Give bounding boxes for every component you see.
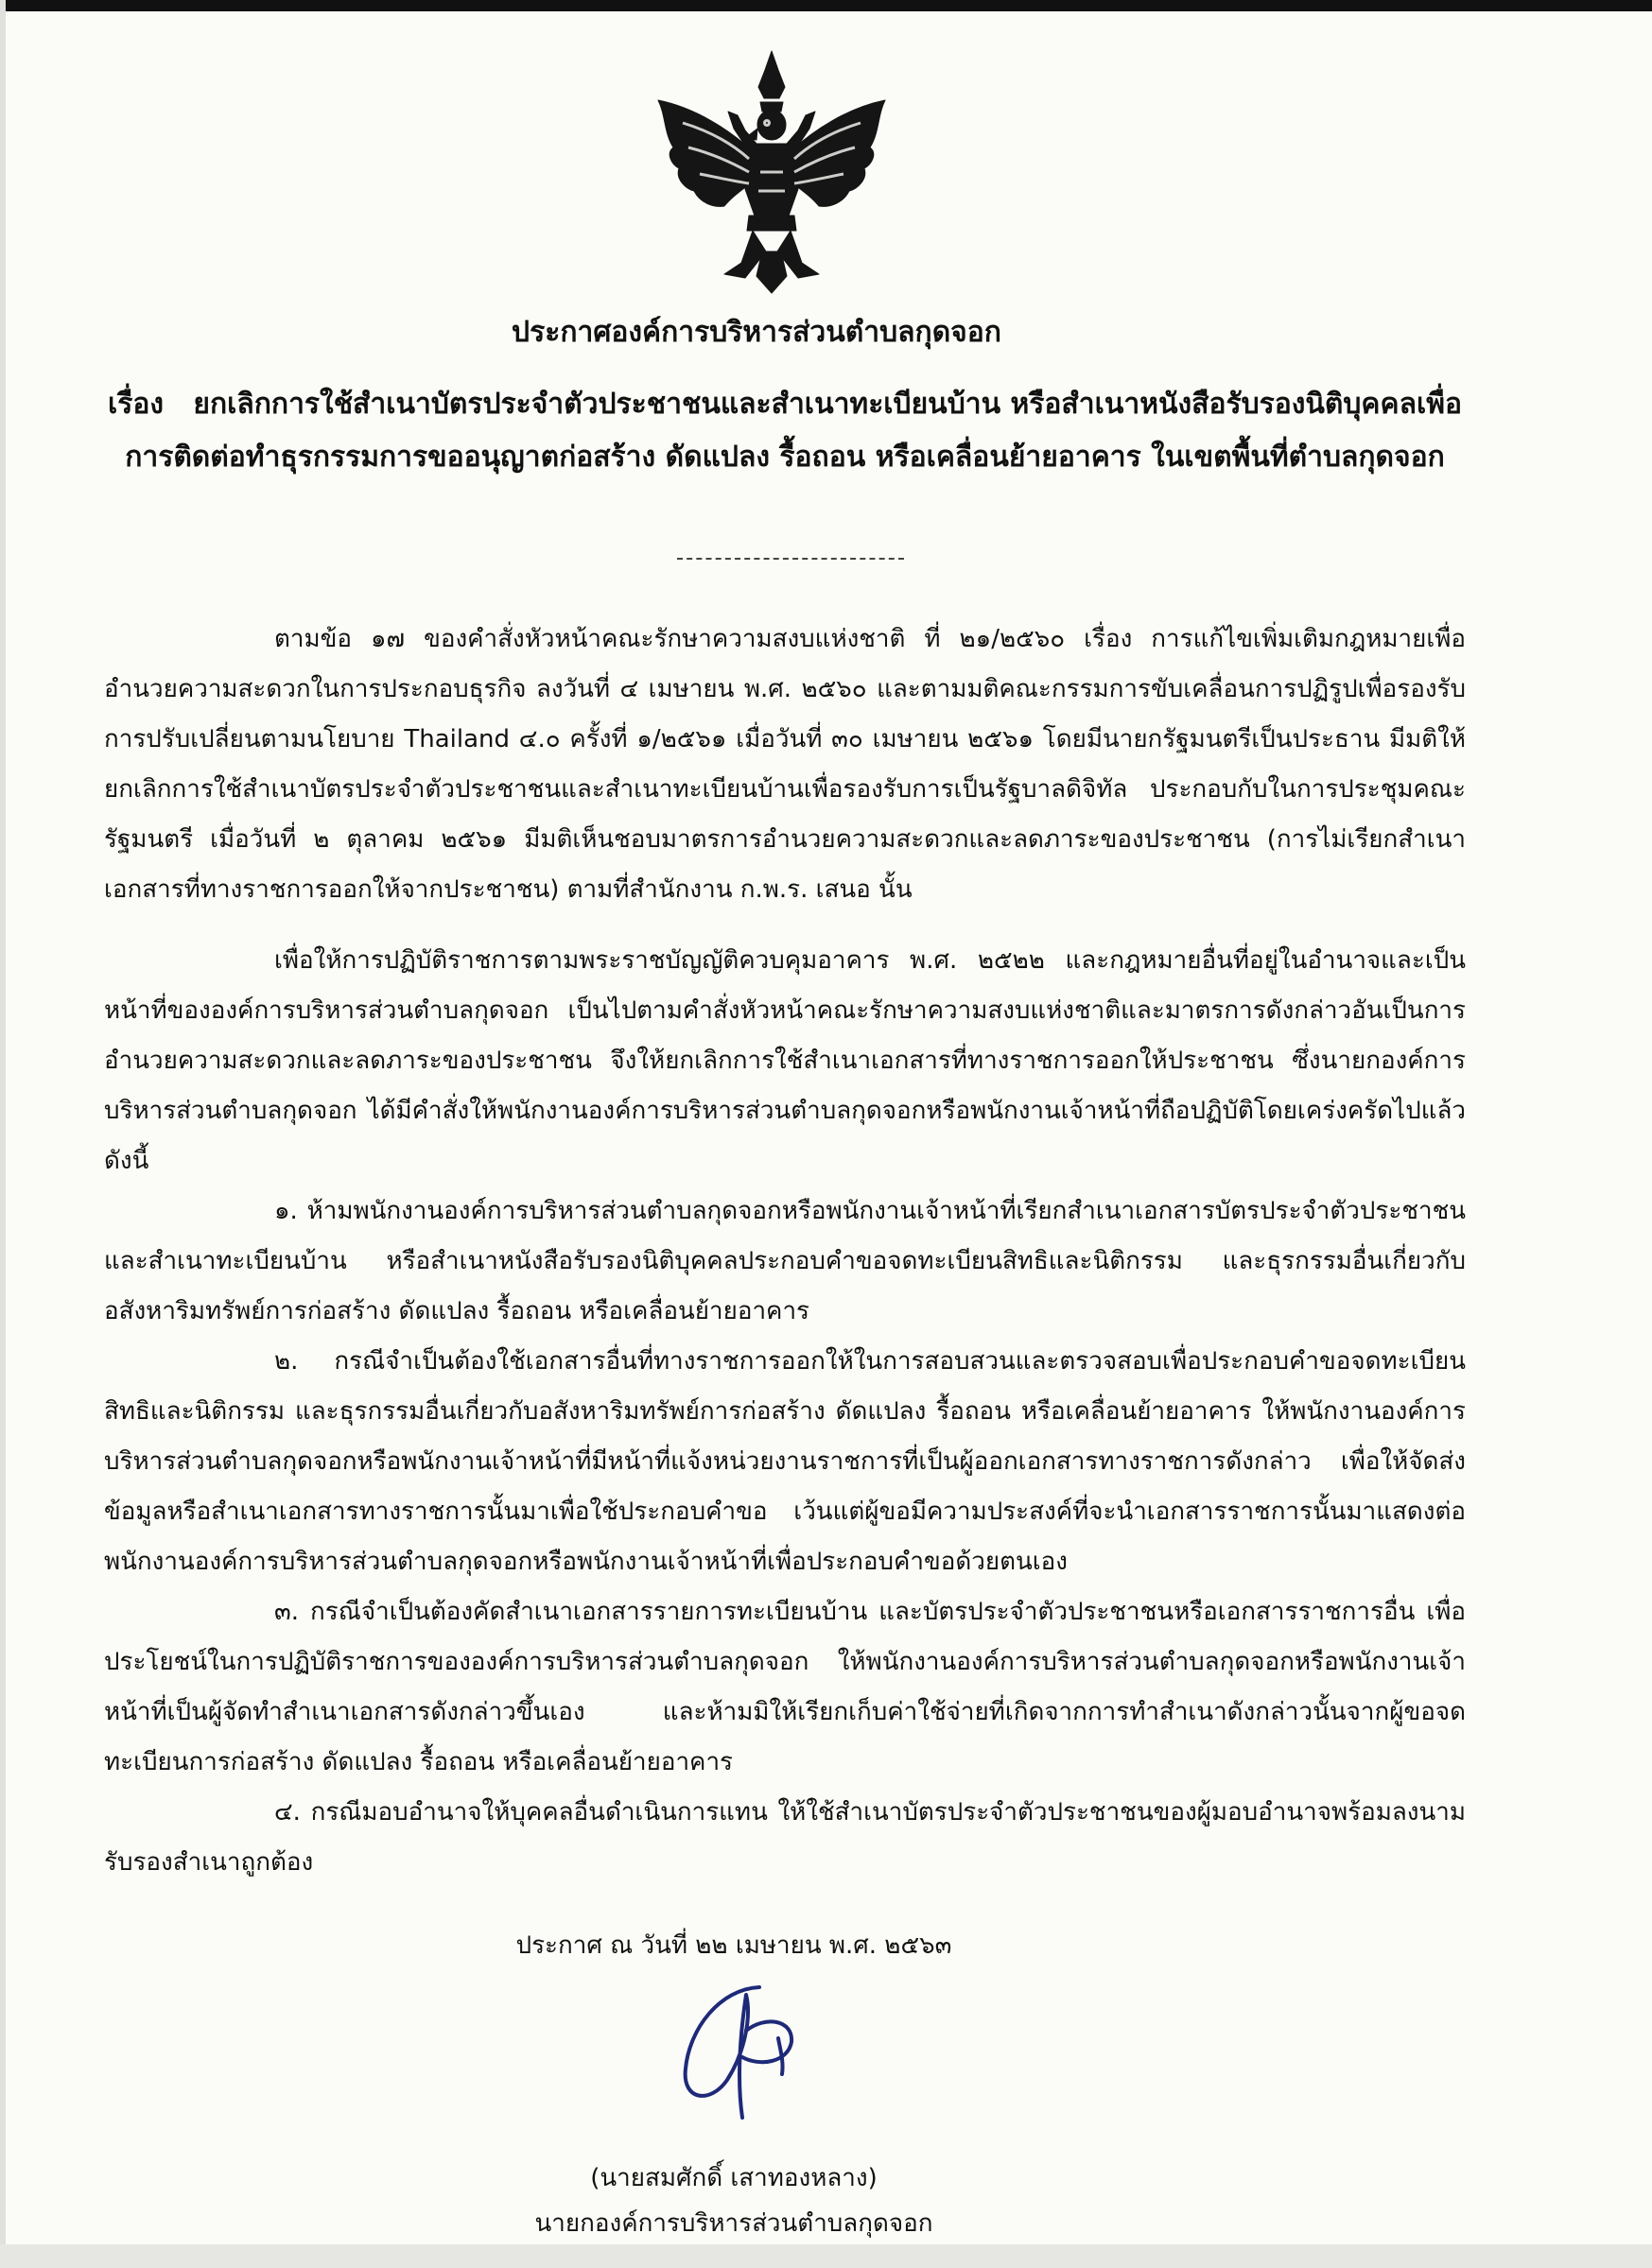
paragraph-item-3: ๓. กรณีจำเป็นต้องคัดสำเนาเอกสารรายการทะเบียนบ้าน และบัตรประจำตัวประชาชนหรือเอกสารราชการอื่น เพื่อประโยชน์ในการปฏิบัติราชการขององค์การบริหารส่วนตำบลกุดจอก ให้พนักงานองค์การบริหารส่วนตำบลกุดจอกหรือพนักงานเจ้าหน้าที่เป็นผู้จัดทำสำเนาเอกสารดังกล่าวขึ้นเอง และห้ามมิให้เรียกเก็บค่าใช้จ่ายที่เกิดจากการทำสำเนาดังกล่าวนั้นจากผู้ขอจดทะเบียนการก่อสร้าง ดัดแปลง รื้อถอน หรือเคลื่อนย้ายอาคาร	[104, 1598, 1466, 1776]
scan-top-edge	[0, 0, 1652, 11]
paragraph-purpose: เพื่อให้การปฏิบัติราชการตามพระราชบัญญัติควบคุมอาคาร พ.ศ. ๒๕๒๒ และกฎหมายอื่นที่อยู่ในอำนาจและเป็นหน้าที่ขององค์การบริหารส่วนตำบลกุดจอก เป็นไปตามคำสั่งหัวหน้าคณะรักษาความสงบแห่งชาติและมาตรการดังกล่าวอันเป็นการอำนวยความสะดวกและลดภาระของประชาชน จึงให้ยกเลิกการใช้สำเนาเอกสารที่ทางราชการออกให้ประชาชน ซึ่งนายกองค์การบริหารส่วนตำบลกุดจอก ได้มีคำสั่งให้พนักงานองค์การบริหารส่วนตำบลกุดจอกหรือพนักงานเจ้าหน้าที่ถือปฏิบัติโดยเคร่งครัดไปแล้ว ดังนี้	[104, 946, 1466, 1175]
paragraph-item-1: ๑. ห้ามพนักงานองค์การบริหารส่วนตำบลกุดจอกหรือพนักงานเจ้าหน้าที่เรียกสำเนาเอกสารบัตรประจำตัวประชาชนและสำเนาทะเบียนบ้าน หรือสำเนาหนังสือรับรองนิติบุคคลประกอบคำขอจดทะเบียนสิทธิและนิติกรรม และธุรกรรมอื่นเกี่ยวกับอสังหาริมทรัพย์การก่อสร้าง ดัดแปลง รื้อถอน หรือเคลื่อนย้ายอาคาร	[104, 1197, 1466, 1325]
subject-heading	[104, 378, 1466, 484]
paragraph-item-4: ๔. กรณีมอบอำนาจให้บุคคลอื่นดำเนินการแทน ให้ใช้สำเนาบัตรประจำตัวประชาชนของผู้มอบอำนาจพร้อมลงนามรับรองสำเนาถูกต้อง	[104, 1798, 1466, 1877]
handwritten-signature	[653, 1976, 814, 2127]
signer-name: (นายสมศักดิ์ เสาทองหลาง)	[590, 2164, 878, 2192]
announcement-date: ประกาศ ณ วันที่ ๒๒ เมษายน พ.ศ. ๒๕๖๓	[515, 1931, 952, 1960]
scan-bottom-edge	[0, 2244, 1652, 2268]
scan-left-edge	[0, 0, 6, 2268]
signer-title: นายกองค์การบริหารส่วนตำบลกุดจอก	[534, 2209, 933, 2238]
page-title: ประกาศองค์การบริหารส่วนตำบลกุดจอก	[512, 316, 1001, 349]
paragraph-background: ตามข้อ ๑๗ ของคำสั่งหัวหน้าคณะรักษาความสงบแห่งชาติ ที่ ๒๑/๒๕๖๐ เรื่อง การแก้ไขเพิ่มเติมกฎหมายเพื่ออำนวยความสะดวกในการประกอบธุรกิจ ลงวันที่ ๔ เมษายน พ.ศ. ๒๕๖๐ และตามมติคณะกรรมการขับเคลื่อนการปฏิรูปเพื่อรองรับการปรับเปลี่ยนตามนโยบาย Thailand ๔.๐ ครั้งที่ ๑/๒๕๖๑ เมื่อวันที่ ๓๐ เมษายน ๒๕๖๑ โดยมีนายกรัฐมนตรีเป็นประธาน มีมติให้ยกเลิกการใช้สำเนาบัตรประจำตัวประชาชนและสำเนาทะเบียนบ้านเพื่อรองรับการเป็นรัฐบาลดิจิทัล ประกอบกับในการประชุมคณะรัฐมนตรี เมื่อวันที่ ๒ ตุลาคม ๒๕๖๑ มีมติเห็นชอบมาตรการอำนวยความสะดวกและลดภาระของประชาชน (การไม่เรียกสำเนาเอกสารที่ทางราชการออกให้จากประชาชน) ตามที่สำนักงาน ก.พ.ร. เสนอ นั้น	[104, 625, 1466, 904]
subject-label: เรื่อง	[107, 388, 165, 421]
subject-text: ยกเลิกการใช้สำเนาบัตรประจำตัวประชาชนและสำเนาทะเบียนบ้าน หรือสำเนาหนังสือรับรองนิติบุคคลเพื่อการติดต่อทำธุรกรรมการขออนุญาตก่อสร้าง ดัดแปลง รื้อถอน หรือเคลื่อนย้ายอาคาร ในเขตพื้นที่ตำบลกุดจอก	[125, 388, 1462, 474]
header-divider	[677, 558, 904, 560]
announcement-body	[104, 615, 1466, 1888]
signature-block	[450, 1929, 1017, 2246]
garuda-emblem-icon	[654, 49, 889, 297]
paragraph-item-2: ๒. กรณีจำเป็นต้องใช้เอกสารอื่นที่ทางราชการออกให้ในการสอบสวนและตรวจสอบเพื่อประกอบคำขอจดทะเบียนสิทธิและนิติกรรม และธุรกรรมอื่นเกี่ยวกับอสังหาริมทรัพย์การก่อสร้าง ดัดแปลง รื้อถอน หรือเคลื่อนย้ายอาคาร ให้พนักงานองค์การบริหารส่วนตำบลกุดจอกหรือพนักงานเจ้าหน้าที่มีหน้าที่แจ้งหน่วยงานราชการที่เป็นผู้ออกเอกสารทางราชการดังกล่าว เพื่อให้จัดส่งข้อมูลหรือสำเนาเอกสารทางราชการนั้นมาเพื่อใช้ประกอบคำขอ เว้นแต่ผู้ขอมีความประสงค์ที่จะนำเอกสารราชการนั้นมาแสดงต่อพนักงานองค์การบริหารส่วนตำบลกุดจอกหรือพนักงานเจ้าหน้าที่เพื่อประกอบคำขอด้วยตนเอง	[104, 1347, 1466, 1576]
